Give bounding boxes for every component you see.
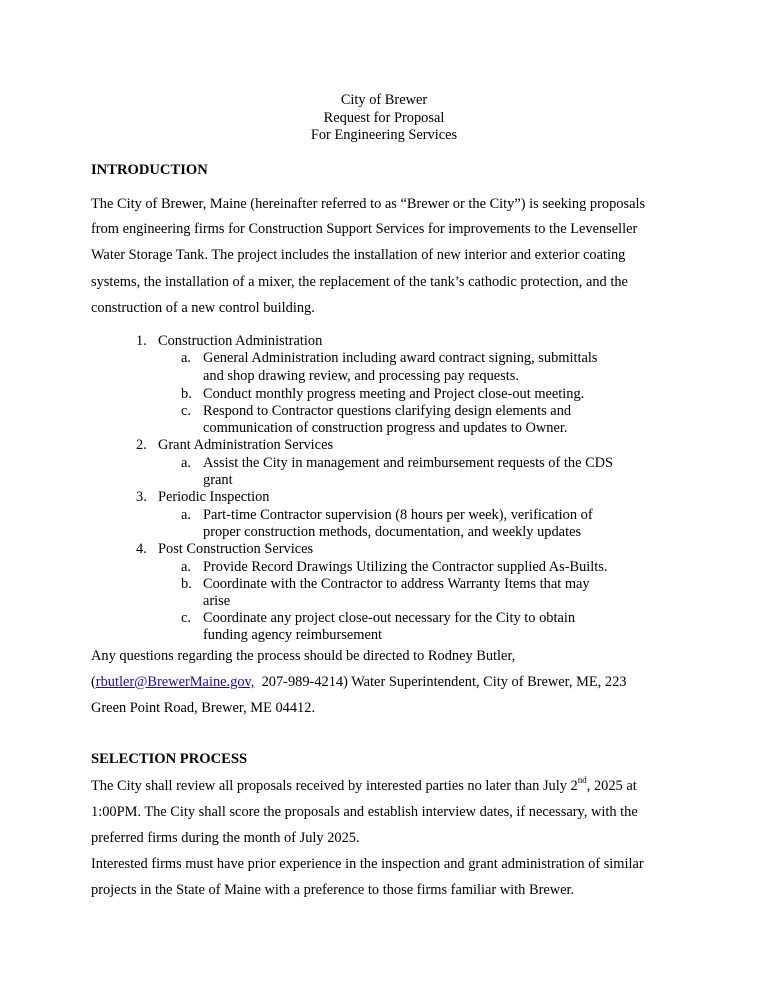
intro-line: systems, the installation of a mixer, the replacement of the tank’s cathodic protection, and the <box>91 274 628 290</box>
introduction-heading: INTRODUCTION <box>91 162 208 178</box>
selection-text: , 2025 at <box>586 778 637 794</box>
list-number: 1. <box>136 333 147 349</box>
selection-line: projects in the State of Maine with a preference to those firms familiar with Brewer. <box>91 882 575 898</box>
selection-line: Interested firms must have prior experience in the inspection and grant administration of similar <box>91 856 644 872</box>
sublist-item: Coordinate with the Contractor to address Warranty Items that may <box>203 576 590 592</box>
selection-text: The City shall review all proposals received by interested parties no later than July 2 <box>91 778 578 794</box>
sublist-marker: a. <box>181 507 191 523</box>
list-item-periodic-inspection: Periodic Inspection <box>158 489 270 505</box>
sublist-item: Assist the City in management and reimbursement requests of the CDS <box>203 455 614 471</box>
sublist-marker: c. <box>181 403 191 419</box>
intro-line: from engineering firms for Construction Support Services for improvements to the Levenseller <box>91 221 638 237</box>
sublist-marker: a. <box>181 455 191 471</box>
doc-title-city: City of Brewer <box>340 92 428 108</box>
sublist-item: Part-time Contractor supervision (8 hours per week), verification of <box>203 507 593 523</box>
sublist-item: Provide Record Drawings Utilizing the Contractor supplied As-Builts. <box>203 559 608 575</box>
list-item-grant-administration: Grant Administration Services <box>158 437 334 453</box>
selection-heading: SELECTION PROCESS <box>91 751 248 767</box>
sublist-item: arise <box>203 593 231 609</box>
contact-line: Green Point Road, Brewer, ME 04412. <box>91 700 316 716</box>
contact-phone-text: 207-989-4214) Water Superintendent, City of Brewer, ME, 223 <box>254 674 627 690</box>
list-number: 2. <box>136 437 147 453</box>
doc-title-services: For Engineering Services <box>310 127 458 143</box>
sublist-item: Conduct monthly progress meeting and Project close-out meeting. <box>203 386 585 402</box>
sublist-marker: b. <box>181 576 192 592</box>
sublist-item: funding agency reimbursement <box>203 627 383 643</box>
sublist-marker: a. <box>181 350 191 366</box>
sublist-marker: c. <box>181 610 191 626</box>
list-item-construction-administration: Construction Administration <box>158 333 323 349</box>
email-link[interactable]: rbutler@BrewerMaine.gov, <box>95 674 255 690</box>
intro-line: construction of a new control building. <box>91 300 315 316</box>
sublist-item: proper construction methods, documentation, and weekly updates <box>203 524 582 540</box>
list-number: 4. <box>136 541 147 557</box>
list-item-post-construction: Post Construction Services <box>158 541 314 557</box>
intro-line: Water Storage Tank. The project includes the installation of new interior and exterior coating <box>91 247 626 263</box>
date-superscript: nd <box>577 775 587 786</box>
intro-line: The City of Brewer, Maine (hereinafter referred to as “Brewer or the City”) is seeking proposals <box>91 196 646 212</box>
sublist-item: grant <box>203 472 233 488</box>
sublist-item: and shop drawing review, and processing pay requests. <box>203 368 519 384</box>
open-paren: ( <box>91 674 96 690</box>
doc-title-rfp: Request for Proposal <box>323 110 445 126</box>
selection-line: preferred firms during the month of July 2025. <box>91 830 360 846</box>
sublist-item: Respond to Contractor questions clarifying design elements and <box>203 403 572 419</box>
contact-line: Any questions regarding the process should be directed to Rodney Butler, <box>91 648 516 664</box>
sublist-item: General Administration including award contract signing, submittals <box>203 350 598 366</box>
selection-line: 1:00PM. The City shall score the proposals and establish interview dates, if necessary, with the <box>91 804 638 820</box>
list-number: 3. <box>136 489 147 505</box>
sublist-item: communication of construction progress and updates to Owner. <box>203 420 568 436</box>
sublist-marker: b. <box>181 386 192 402</box>
contact-line <box>91 674 626 691</box>
sublist-item: Coordinate any project close-out necessary for the City to obtain <box>203 610 576 626</box>
sublist-marker: a. <box>181 559 191 575</box>
selection-line <box>91 775 637 795</box>
